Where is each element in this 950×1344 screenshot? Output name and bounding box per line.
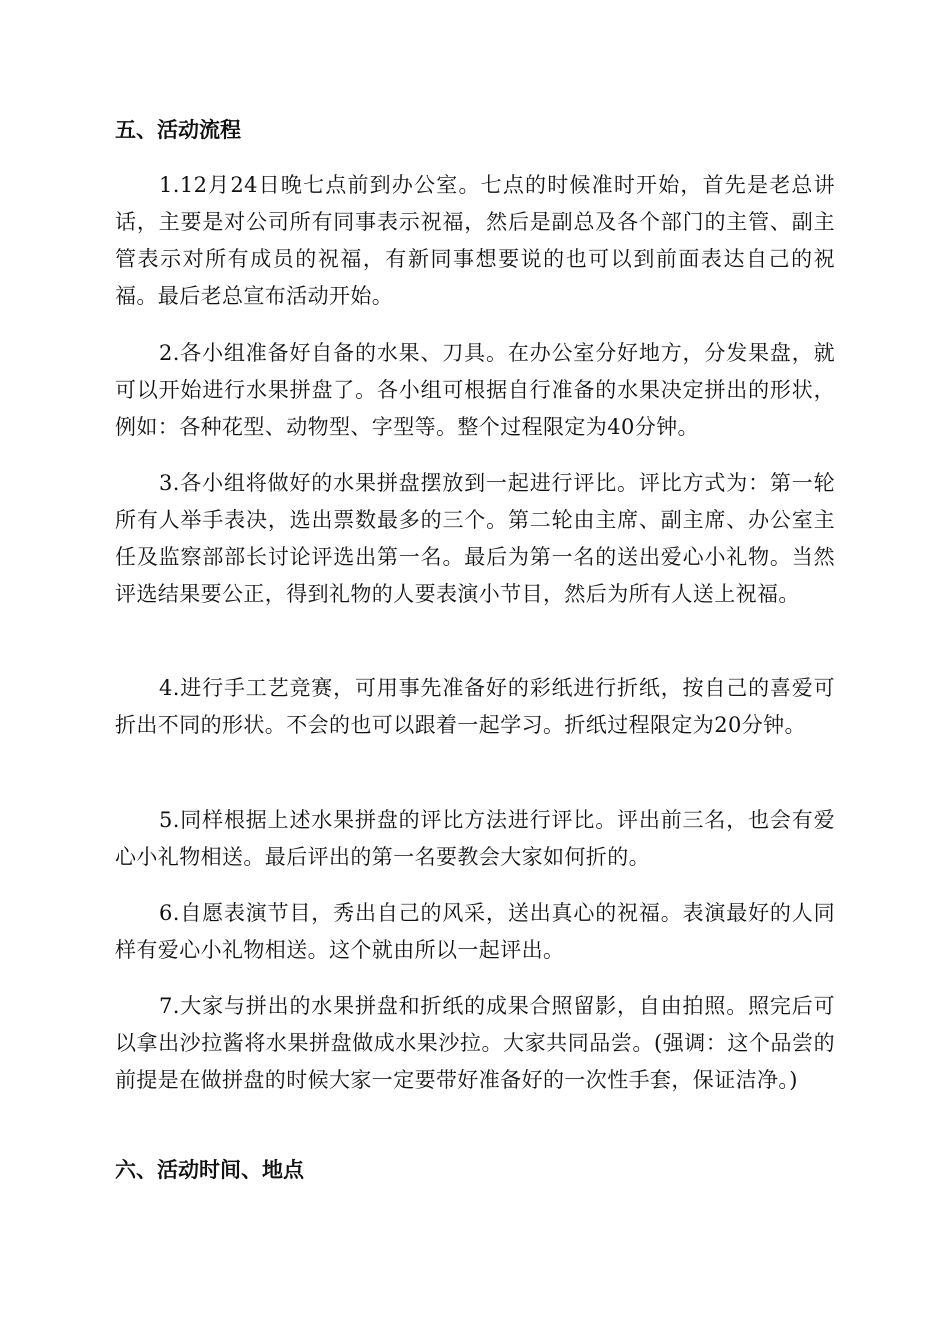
section-heading-activity-process: 五、活动流程 [115, 118, 241, 142]
process-step-6: 6.自愿表演节目，秀出自己的风采，送出真心的祝福。表演最好的人同样有爱心小礼物相送。这个就由所以一起评出。 [115, 901, 835, 962]
process-step-3: 3.各小组将做好的水果拼盘摆放到一起进行评比。评比方式为：第一轮所有人举手表决，选出票数最多的三个。第二轮由主席、副主席、办公室主任及监察部部长讨论评选出第一名。最后为第一名的送出爱心小礼物。当然评选结果要公正，得到礼物的人要表演小节目，然后为所有人送上祝福。 [115, 471, 835, 606]
process-step-4: 4.进行手工艺竞赛，可用事先准备好的彩纸进行折纸，按自己的喜爱可折出不同的形状。不会的也可以跟着一起学习。折纸过程限定为20分钟。 [115, 676, 835, 737]
process-step-2: 2.各小组准备好自备的水果、刀具。在办公室分好地方，分发果盘，就可以开始进行水果拼盘了。各小组可根据自行准备的水果决定拼出的形状，例如：各种花型、动物型、字型等。整个过程限定为40分钟。 [115, 341, 835, 439]
process-step-5: 5.同样根据上述水果拼盘的评比方法进行评比。评出前三名，也会有爱心小礼物相送。最后评出的第一名要教会大家如何折的。 [115, 808, 835, 869]
section-heading-time-location: 六、活动时间、地点 [115, 1158, 304, 1182]
process-step-1: 1.12月24日晚七点前到办公室。七点的时候准时开始，首先是老总讲话，主要是对公司所有同事表示祝福，然后是副总及各个部门的主管、副主管表示对所有成员的祝福，有新同事想要说的也可以到前面表达自己的祝福。最后老总宣布活动开始。 [115, 173, 835, 308]
process-step-7: 7.大家与拼出的水果拼盘和折纸的成果合照留影，自由拍照。照完后可以拿出沙拉酱将水果拼盘做成水果沙拉。大家共同品尝。(强调：这个品尝的前提是在做拼盘的时候大家一定要带好准备好的一次性手套，保证洁净。) [115, 994, 835, 1092]
